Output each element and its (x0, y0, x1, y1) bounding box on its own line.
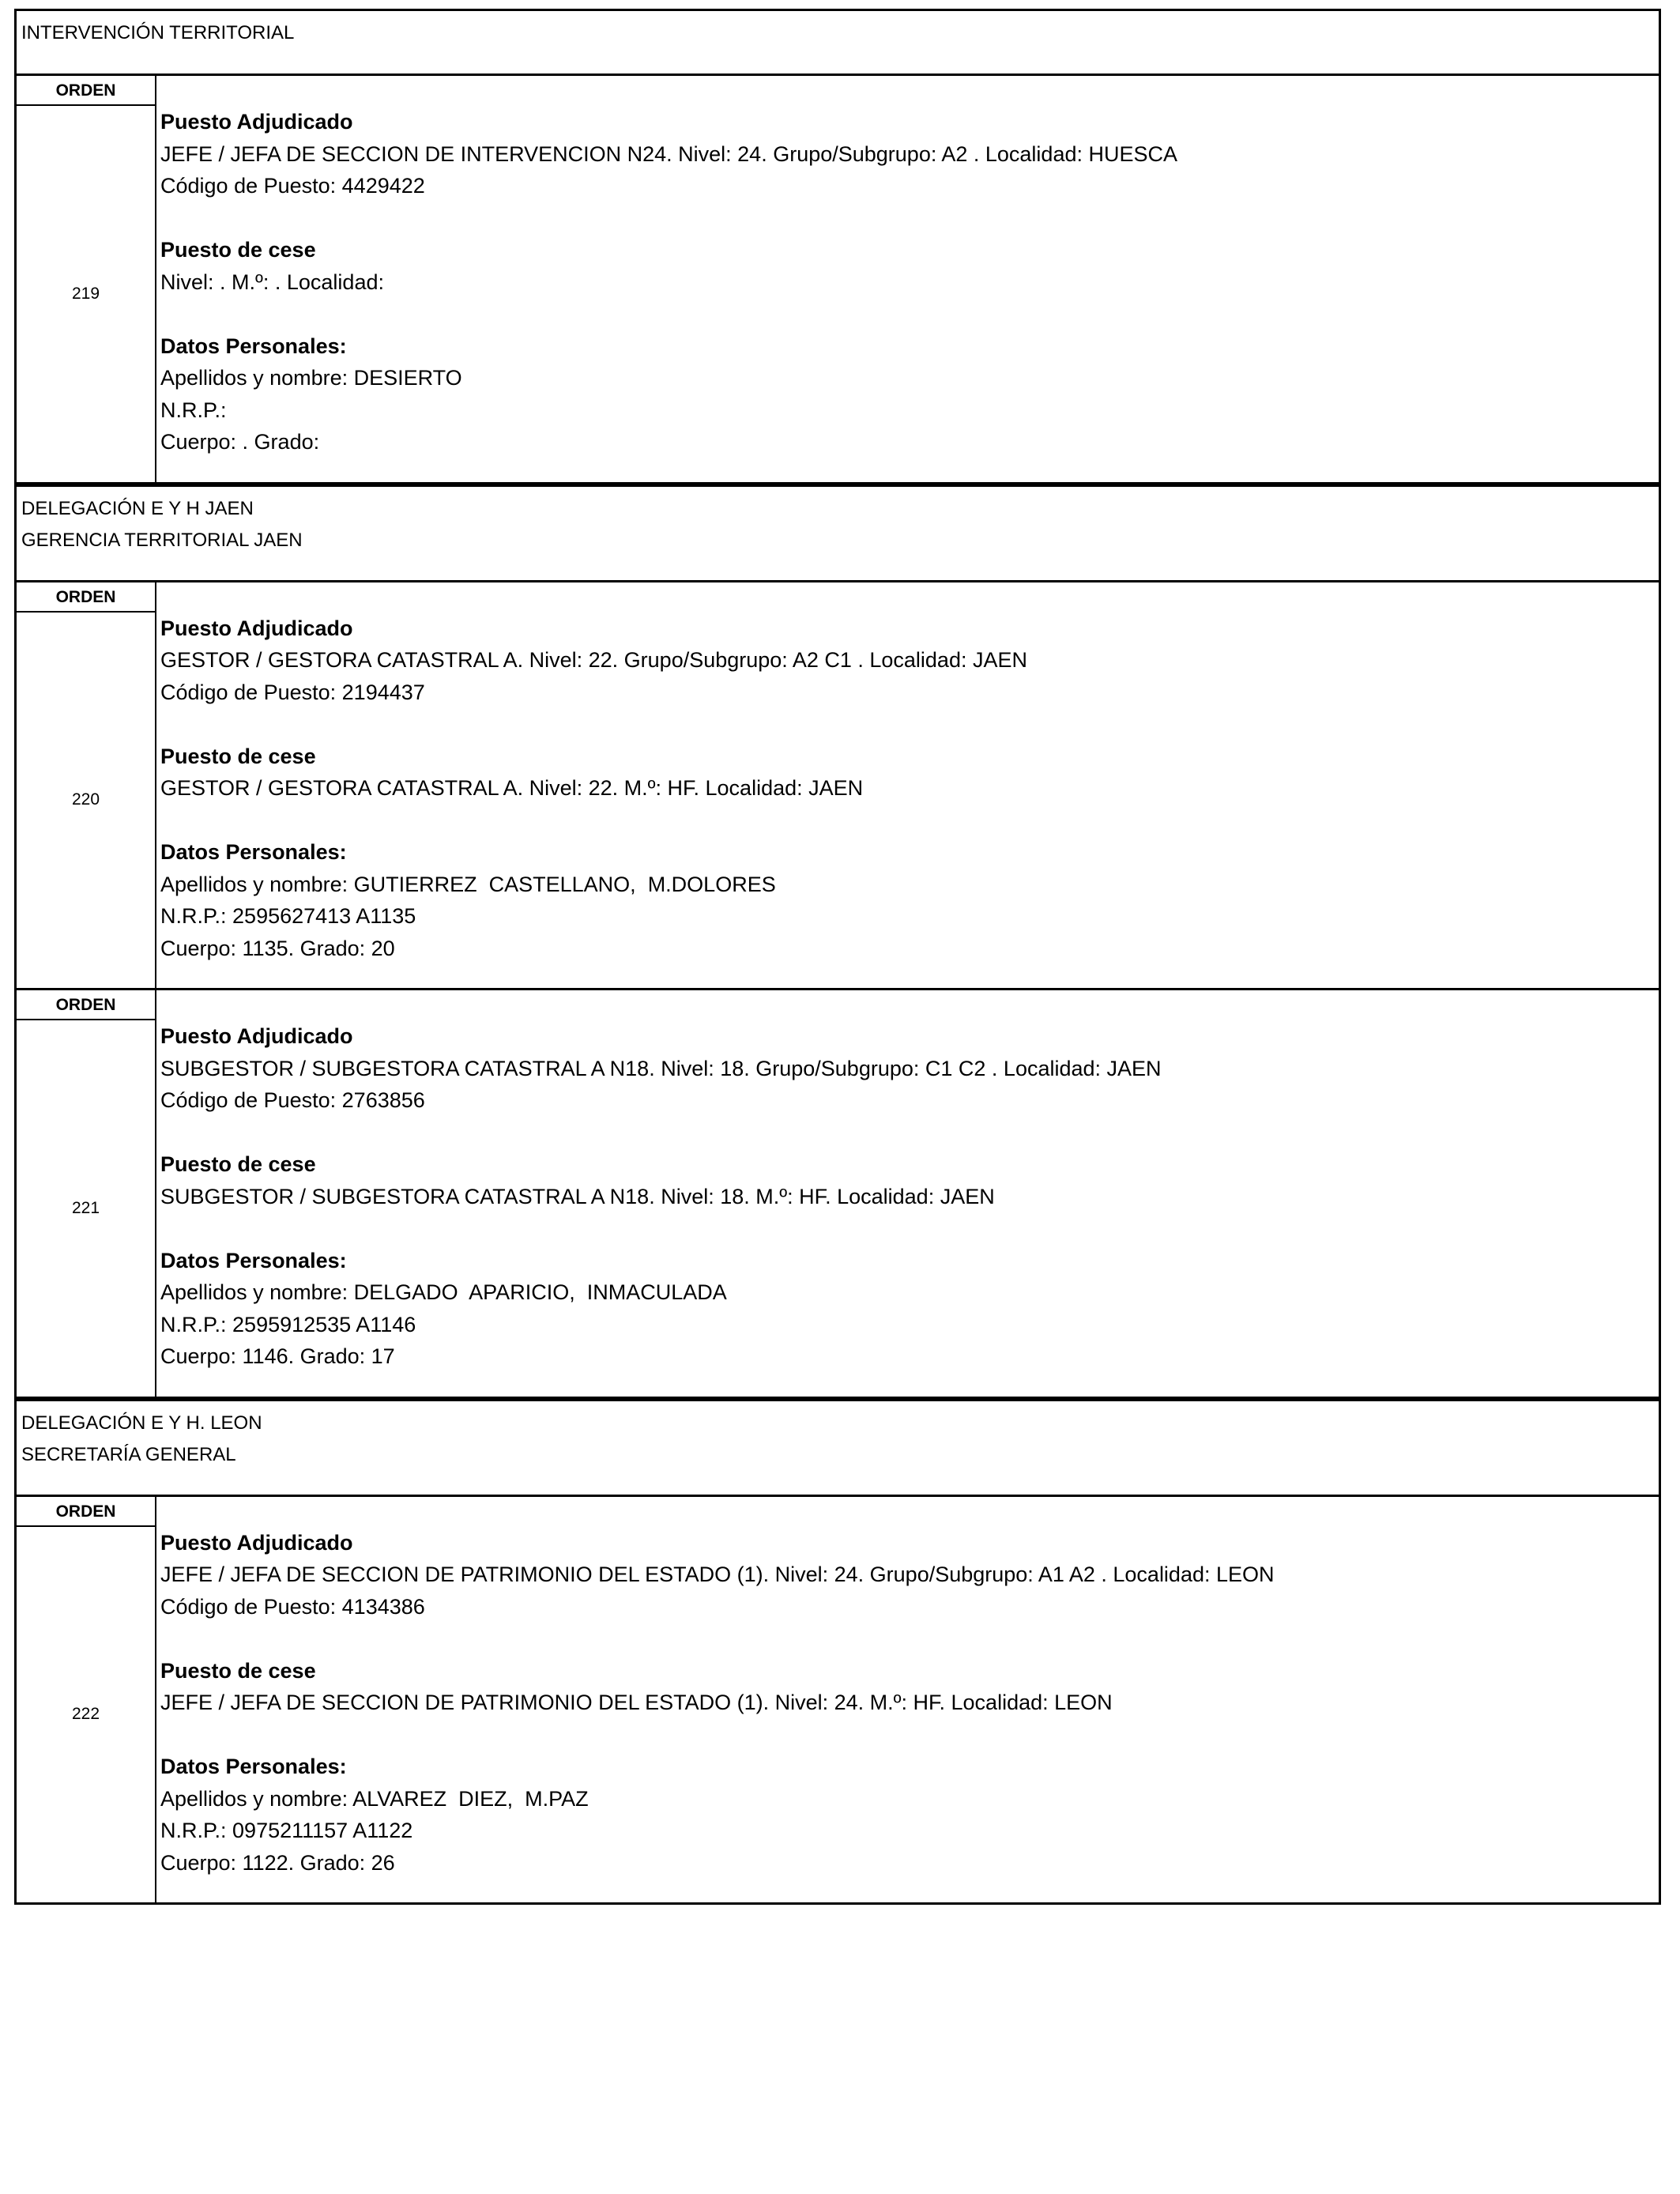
puesto-adjudicado-line: JEFE / JEFA DE SECCION DE INTERVENCION N24. Nivel: 24. Grupo/Subgrupo: A2 . Localidad: HUESCA (160, 141, 1177, 166)
cuerpo-grado: Cuerpo: . Grado: (160, 430, 320, 454)
nrp: N.R.P.: (160, 398, 227, 422)
document-table (14, 9, 1661, 1905)
section-header-line: DELEGACIÓN E Y H. LEON (21, 1412, 262, 1434)
puesto-adjudicado-line: SUBGESTOR / SUBGESTORA CATASTRAL A N18. Nivel: 18. Grupo/Subgrupo: C1 C2 . Localidad: JAEN (160, 1056, 1162, 1080)
entry-body (156, 1497, 1659, 1903)
section-header-line: GERENCIA TERRITORIAL JAEN (21, 529, 303, 551)
section-header-line: SECRETARÍA GENERAL (21, 1443, 236, 1465)
puesto-cese-line: JEFE / JEFA DE SECCION DE PATRIMONIO DEL ESTADO (1). Nivel: 24. M.º: HF. Localidad: LEON (160, 1691, 1113, 1714)
entry-row (14, 990, 1661, 1399)
entry-body (156, 76, 1659, 482)
orden-number: 221 (71, 1198, 100, 1217)
puesto-adjudicado-line: GESTOR / GESTORA CATASTRAL A. Nivel: 22. Grupo/Subgrupo: A2 C1 . Localidad: JAEN (160, 648, 1027, 672)
puesto-cese-heading: Puesto de cese (160, 1152, 316, 1176)
entry-row (14, 74, 1661, 484)
codigo-puesto: Código de Puesto: 4134386 (160, 1594, 425, 1619)
section-header (14, 1399, 1661, 1495)
orden-column (17, 990, 156, 1397)
puesto-adjudicado-heading: Puesto Adjudicado (160, 1024, 353, 1048)
cuerpo-grado: Cuerpo: 1146. Grado: 17 (160, 1344, 395, 1368)
datos-personales-heading: Datos Personales: (160, 840, 347, 864)
datos-personales-heading: Datos Personales: (160, 334, 347, 358)
section-header (14, 484, 1661, 580)
apellidos-nombre: Apellidos y nombre: DESIERTO (160, 366, 462, 390)
puesto-adjudicado-heading: Puesto Adjudicado (160, 110, 353, 134)
section-header (14, 9, 1661, 74)
puesto-adjudicado-line: JEFE / JEFA DE SECCION DE PATRIMONIO DEL ESTADO (1). Nivel: 24. Grupo/Subgrupo: A1 A2 . Localidad: LEON (160, 1563, 1275, 1586)
entry-body (156, 582, 1659, 989)
cuerpo-grado: Cuerpo: 1122. Grado: 26 (160, 1850, 395, 1875)
codigo-puesto: Código de Puesto: 2194437 (160, 680, 425, 704)
orden-label: ORDEN (17, 990, 155, 1020)
nrp: N.R.P.: 2595912535 A1146 (160, 1312, 416, 1336)
datos-personales-heading: Datos Personales: (160, 1755, 347, 1778)
apellidos-nombre: Apellidos y nombre: DELGADO APARICIO, INMACULADA (160, 1280, 727, 1304)
orden-label: ORDEN (17, 76, 155, 106)
puesto-cese-heading: Puesto de cese (160, 744, 316, 768)
puesto-adjudicado-heading: Puesto Adjudicado (160, 1530, 353, 1555)
section-header-line: DELEGACIÓN E Y H JAEN (21, 497, 254, 519)
orden-column (17, 76, 156, 482)
puesto-cese-line: Nivel: . M.º: . Localidad: (160, 270, 384, 294)
codigo-puesto: Código de Puesto: 2763856 (160, 1088, 425, 1112)
entry-row (14, 1495, 1661, 1906)
nrp: N.R.P.: 0975211157 A1122 (160, 1819, 413, 1842)
puesto-adjudicado-heading: Puesto Adjudicado (160, 616, 353, 640)
orden-number: 219 (71, 284, 100, 303)
apellidos-nombre: Apellidos y nombre: ALVAREZ DIEZ, M.PAZ (160, 1786, 589, 1811)
entry-row (14, 580, 1661, 991)
puesto-cese-heading: Puesto de cese (160, 238, 316, 262)
apellidos-nombre: Apellidos y nombre: GUTIERREZ CASTELLANO, M.DOLORES (160, 872, 776, 896)
orden-number: 222 (71, 1705, 100, 1724)
section-header-line: INTERVENCIÓN TERRITORIAL (21, 22, 295, 43)
orden-label: ORDEN (17, 1497, 155, 1527)
orden-column (17, 582, 156, 989)
orden-number: 220 (71, 790, 100, 809)
orden-column (17, 1497, 156, 1903)
cuerpo-grado: Cuerpo: 1135. Grado: 20 (160, 936, 395, 960)
puesto-cese-heading: Puesto de cese (160, 1658, 316, 1683)
codigo-puesto: Código de Puesto: 4429422 (160, 174, 425, 198)
entry-body (156, 990, 1659, 1397)
datos-personales-heading: Datos Personales: (160, 1248, 347, 1272)
orden-label: ORDEN (17, 582, 155, 613)
nrp: N.R.P.: 2595627413 A1135 (160, 904, 416, 928)
puesto-cese-line: GESTOR / GESTORA CATASTRAL A. Nivel: 22. M.º: HF. Localidad: JAEN (160, 776, 864, 800)
puesto-cese-line: SUBGESTOR / SUBGESTORA CATASTRAL A N18. Nivel: 18. M.º: HF. Localidad: JAEN (160, 1184, 995, 1208)
